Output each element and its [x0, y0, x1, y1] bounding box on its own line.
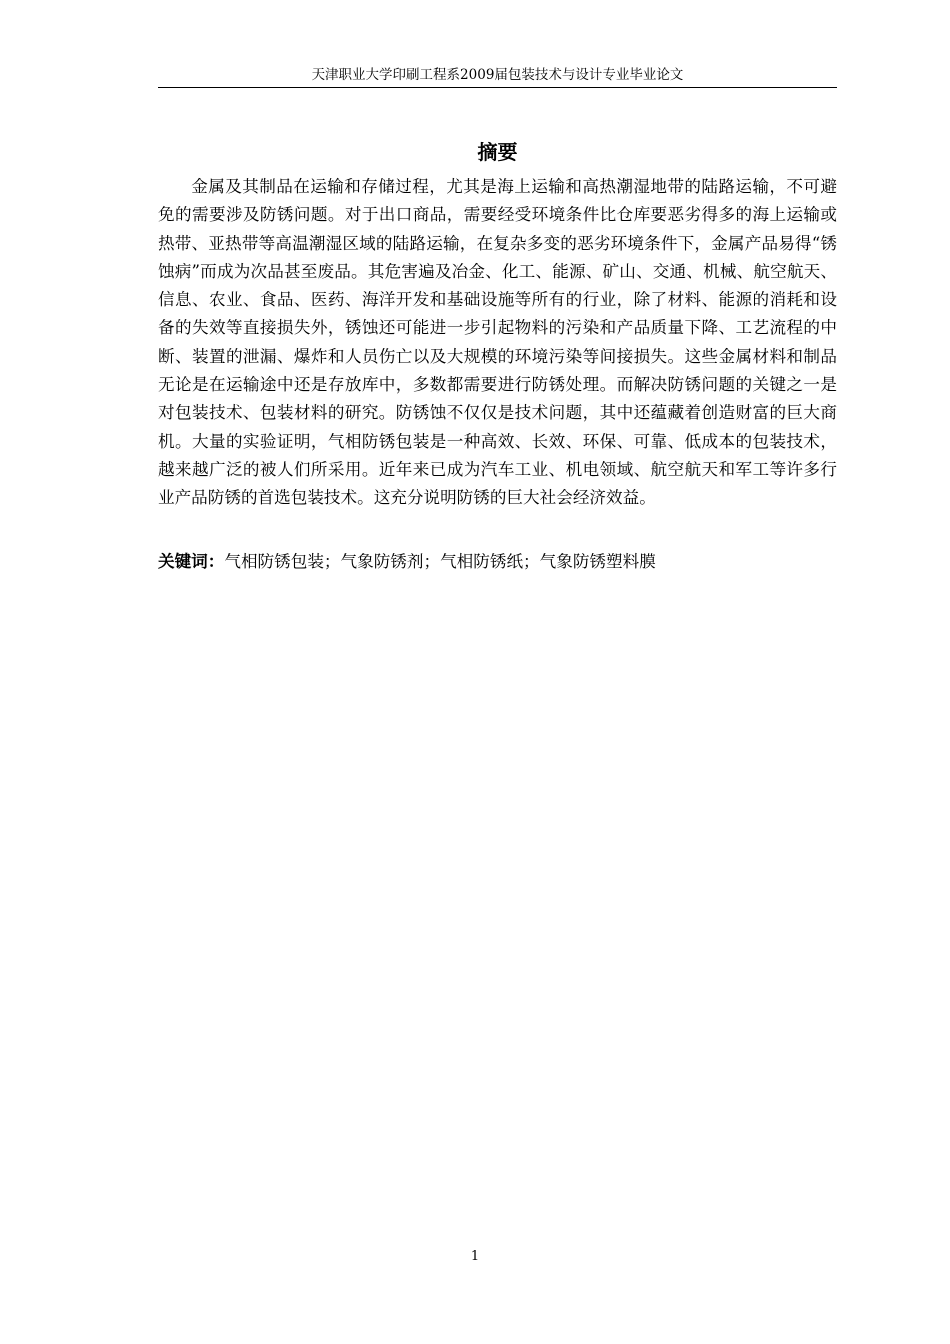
- page-header: 天津职业大学印刷工程系2009届包装技术与设计专业毕业论文: [311, 67, 684, 83]
- page-number: 1: [470, 1249, 480, 1264]
- abstract-body: 金属及其制品在运输和存储过程，尤其是海上运输和高热潮湿地带的陆路运输，不可避免的需要涉及防锈问题。对于出口商品，需要经受环境条件比仓库要恶劣得多的海上运输或热带、亚热带等高温潮湿区域的陆路运输，在复杂多变的恶劣环境条件下，金属产品易得“锈蚀病”而成为次品甚至废品。其危害遍及冶金、化工、能源、矿山、交通、机械、航空航天、信息、农业、食品、医药、海洋开发和基础设施等所有的行业，除了材料、能源的消耗和设备的失效等直接损失外，锈蚀还可能进一步引起物料的污染和产品质量下降、工艺流程的中断、装置的泄漏、爆炸和人员伤亡以及大规模的环境污染等间接损失。这些金属材料和制品无论是在运输途中还是存放库中，多数都需要进行防锈处理。而解决防锈问题的关键之一是对包装技术、包装材料的研究。防锈蚀不仅仅是技术问题，其中还蕴藏着创造财富的巨大商机。大量的实验证明，气相防锈包装是一种高效、长效、环保、可靠、低成本的包装技术，越来越广泛的被人们所采用。近年来已成为汽车工业、机电领域、航空航天和军工等许多行业产品防锈的首选包装技术。这充分说明防锈的巨大社会经济效益。: [158, 177, 837, 508]
- keywords-list: 气相防锈包装；气象防锈剂；气相防锈纸；气象防锈塑料膜: [224, 552, 656, 571]
- keywords-label: 关键词：: [158, 552, 225, 571]
- keywords-line: [158, 548, 837, 576]
- header-divider: [158, 87, 837, 88]
- abstract-title: 摘要: [477, 140, 518, 164]
